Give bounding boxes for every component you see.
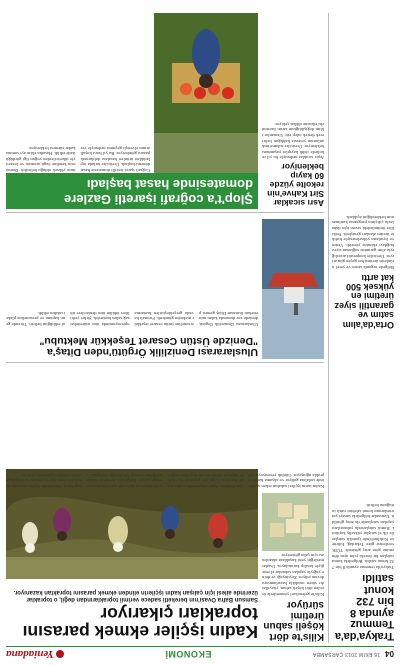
side-story (262, 13, 324, 209)
ship-photo (262, 219, 324, 359)
main-lead: Samsun Bafra Ovası'nın bereketli sadece verimli topraklarından değil, o topraklar üzerinde ailesi için çalışan kadın işçilerin elinden ekmek parasını topraktan kazanıyor. (13, 588, 258, 603)
side-body: Aşırı sıcaklar nedeniyle bu yıl rekoltede ciddi kayıplar yaşanması bekleniyor. Üreticiler sulama imkanlarının yetersiz kaldığını belirterek destek talep etti. Uzmanlar iklim değişikliğinin tarım üzerindeki etkisine dikkat çekiyor. (262, 121, 324, 161)
tomato-photo (154, 13, 258, 173)
soap-photo (262, 493, 324, 551)
kicker-body: Kilis'te geleneksel yöntemlerle üretilen dört köşeli sabun, yüzyıllardır süren ustalıkla hazırlanmaya devam ediyor. Zeytinyağı ve defne yağıyla yapılan sabunlar el emeğiyle kesilip kurutuluyor. Ustalar mesleğin yeni kuşaklara aktarılması için çaba gösteriyor. (262, 552, 324, 597)
bottom-headline: Şlop't'a coğrafi işaretli Gazlere domatesinde hasat başladı (6, 173, 258, 209)
newspaper-logo (6, 648, 64, 660)
page-number: 04 (385, 649, 394, 659)
section-divider-2 (6, 212, 324, 213)
left-body: Trakya'da temmuz ayında 8 bin 732 konut satıldı. Bölgedeki konut satışları bir önceki yılın aynı dönemine göre artış gösterdi. TÜİK verilerine göre Tekirdağ, Edirne ve Kırklareli'nde ipotekli satışlar ile ilk el satışlar yükseliş kaydetti. Konut satışlarında yabancılara yapılan satışlarda da artış görüldü. Uzmanlar bölgedeki sanayi yatırımlarının konut talebini canlı tuttuğunu belirtti. (332, 503, 394, 570)
bottom-body: Coğrafi işaret tescilli domateste hasat dönemi başladı. Üreticiler tarlada topladıkları ürünleri kasalara doldurarak pazara gönderiyor. Bu yıl hava koşullarının elverişli geçmesi nedeniyle verimin yüksek olduğu belirtildi. Domatesin kendine özgü aroması ve lezzetiyle tüketicilerden yoğun ilgi gördüğü ifade edildi. Hasadın ekim ayı sonuna kadar sürmesi bekleniyor. (6, 145, 150, 173)
section-divider (6, 362, 324, 363)
logo-text: Yeniadana (6, 648, 54, 660)
side-headline: Asrı sıcaklar Sirt Kahve'nin rekolte yüzde 60 kayıp bekleniyor (267, 162, 324, 208)
box-headline: Uluslararası Denizlilik Örgütü'nden Ditaş'a "Denizde Üstün Cesaret Teşekkür Mektubu" (39, 334, 258, 358)
kicker-headline: Kilis'te dört köşeli sabun üretimi sürüyor (263, 599, 324, 642)
section-title: EKONOMİ (164, 649, 212, 659)
main-body: Kadın tarım işçileri sabahın erken saatlerinde tarlalara gidiyor ve akşama kadar toprakla uğraşıyor. Günlük yevmiyeyle çalışan kadınlar hasat döneminde yoğun mesai harcıyor. Çoğu aile geçimini bu emekle sağlıyor. Kadınlar zor koşullara rağmen çocuklarının geleceği için çalışmaktan vazgeçmiyor. Bölgedeki üreticiler kadın emeğinin tarımın bel kemiği olduğunu vurguluyor. Mevsimlik işçiler arasında kadınların oranı her yıl artıyor ve sosyal güvence talepleri gündeme geliyor. (6, 472, 324, 489)
main-story-head (6, 587, 258, 643)
left-body-2: Bölgede organik tarım ve yerel ürünlerin üretimi her geçen gün artıyor. Üreticiler kooperatif aracılığıyla alım garantisi sağlanan siyez buğdayı ekimine yöneldi. Verim ve fiyatların yükselmesiyle birlikte üretim alanları genişledi. Yetkililer önümüzdeki sezon için daha fazla çiftçinin programa katılmasının beklendiğini açıkladı. (332, 214, 394, 271)
bottom-story (6, 173, 258, 209)
tomato-harvest-image (154, 13, 258, 173)
box-story (6, 333, 258, 359)
logo-mark-icon (56, 650, 64, 658)
issue-date: 16 EKİM 2013 ÇARŞAMBA (312, 651, 381, 657)
left-headline: Trakya'da'a Temmuz ayında 8 bin 732 konut satıldı (334, 572, 394, 642)
main-headline: Kadın işçiler ekmek parasını toprakları çıkarıyor (22, 603, 258, 642)
left-column-story (332, 13, 394, 643)
page-header (6, 646, 394, 661)
box-body: Uluslararası Denizcilik Örgütü, denizde zor durumda kalan mürettebatı kurtaran Ditaş gemisi personeline üstün cesaret teşekkür mektubu gönderdi. Fırtınalı havada gerçekleştirilen kurtarma operasyonunda tüm mürettebat sağ salim kurtarıldı. Şirket yetkilileri ödülün tüm denizcilere ithaf edildiğini belirtti. Törende gemi kaptanı ve personeline plaket takdim edildi. (6, 310, 258, 327)
column-divider (328, 13, 329, 643)
soap-image (262, 493, 324, 551)
ship-image (262, 219, 324, 359)
left-subhead: Orta'da'alım satım ve garantili siyez üretimi en yüksek 500 kat arttı (334, 272, 394, 330)
